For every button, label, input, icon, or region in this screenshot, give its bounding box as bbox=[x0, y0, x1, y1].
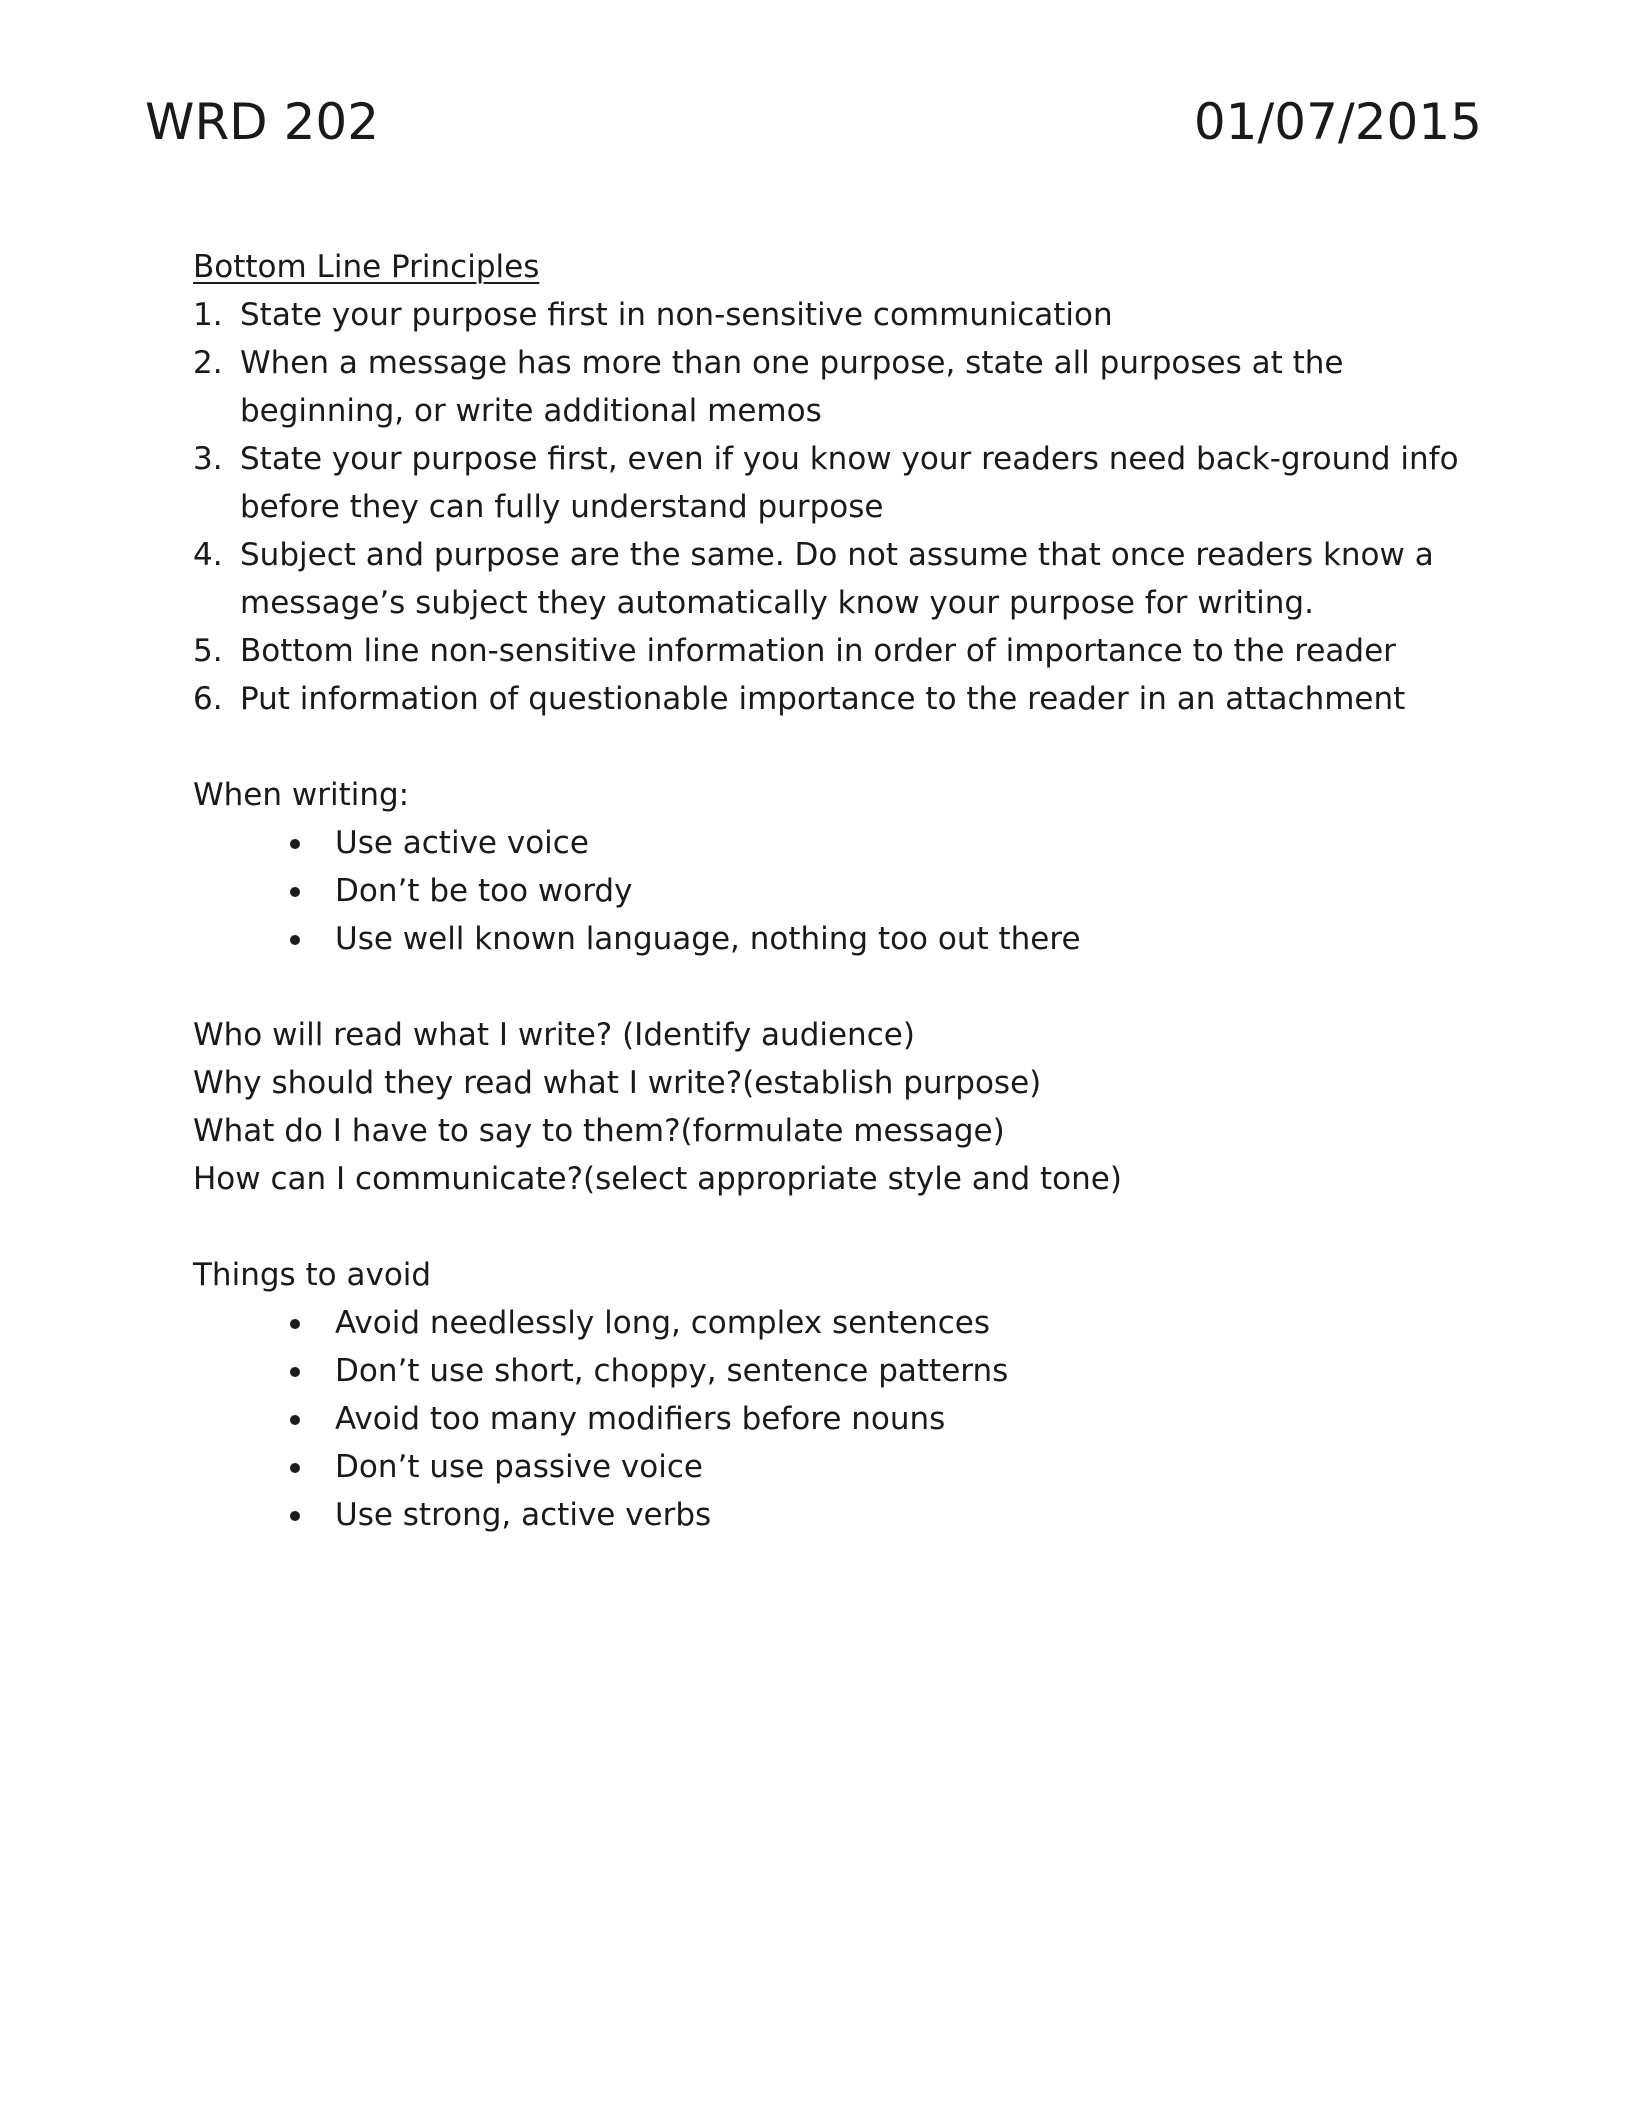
question-line: How can I communicate?(select appropriate style and tone) bbox=[193, 1161, 1122, 1197]
bullet-item: Avoid too many modifiers before nouns bbox=[286, 1395, 1493, 1443]
list-item-number: 6. bbox=[193, 681, 223, 717]
list-item-number: 5. bbox=[193, 633, 223, 669]
bottom-line-heading: Bottom Line Principles bbox=[193, 249, 540, 285]
notes-body bbox=[193, 243, 1493, 1539]
bullet-item: Don’t be too wordy bbox=[286, 867, 1493, 915]
bottom-line-list bbox=[193, 291, 1493, 723]
list-item-text: When a message has more than one purpose, state all purposes at the beginning, or write additional memos bbox=[240, 345, 1344, 429]
list-item-text: Put information of questionable importance to the reader in an attachment bbox=[240, 681, 1406, 717]
list-item-text: Bottom line non-sensitive information in order of importance to the reader bbox=[240, 633, 1396, 669]
avoid-list bbox=[193, 1299, 1493, 1539]
when-writing-heading: When writing: bbox=[193, 777, 410, 813]
list-item-text: State your purpose first, even if you know your readers need back-ground info before they can fully understand purpose bbox=[240, 441, 1459, 525]
bullet-item: Use strong, active verbs bbox=[286, 1491, 1493, 1539]
when-writing-list bbox=[193, 819, 1493, 963]
question-line: Who will read what I write? (Identify audience) bbox=[193, 1017, 915, 1053]
list-item-text: State your purpose first in non-sensitive communication bbox=[240, 297, 1113, 333]
list-item-number: 2. bbox=[193, 345, 223, 381]
question-line: Why should they read what I write?(establish purpose) bbox=[193, 1065, 1042, 1101]
course-title: WRD 202 bbox=[145, 93, 380, 151]
list-item-number: 3. bbox=[193, 441, 223, 477]
bullet-item: Don’t use passive voice bbox=[286, 1443, 1493, 1491]
question-line: What do I have to say to them?(formulate message) bbox=[193, 1113, 1005, 1149]
bullet-item: Don’t use short, choppy, sentence patterns bbox=[286, 1347, 1493, 1395]
date-label: 01/07/2015 bbox=[1193, 93, 1482, 151]
list-item-text: Subject and purpose are the same. Do not assume that once readers know a message’s subject they automatically know your purpose for writing. bbox=[240, 537, 1434, 621]
spacer bbox=[193, 1203, 1493, 1251]
list-item-number: 4. bbox=[193, 537, 223, 573]
bullet-item: Avoid needlessly long, complex sentences bbox=[286, 1299, 1493, 1347]
list-item bbox=[193, 675, 1493, 723]
list-item bbox=[193, 291, 1493, 339]
bullet-item: Use well known language, nothing too out there bbox=[286, 915, 1493, 963]
list-item bbox=[193, 627, 1493, 675]
list-item bbox=[193, 339, 1493, 435]
list-item bbox=[193, 531, 1493, 627]
avoid-heading: Things to avoid bbox=[193, 1257, 432, 1293]
spacer bbox=[193, 963, 1493, 1011]
spacer bbox=[193, 723, 1493, 771]
list-item bbox=[193, 435, 1493, 531]
bullet-item: Use active voice bbox=[286, 819, 1493, 867]
list-item-number: 1. bbox=[193, 297, 223, 333]
